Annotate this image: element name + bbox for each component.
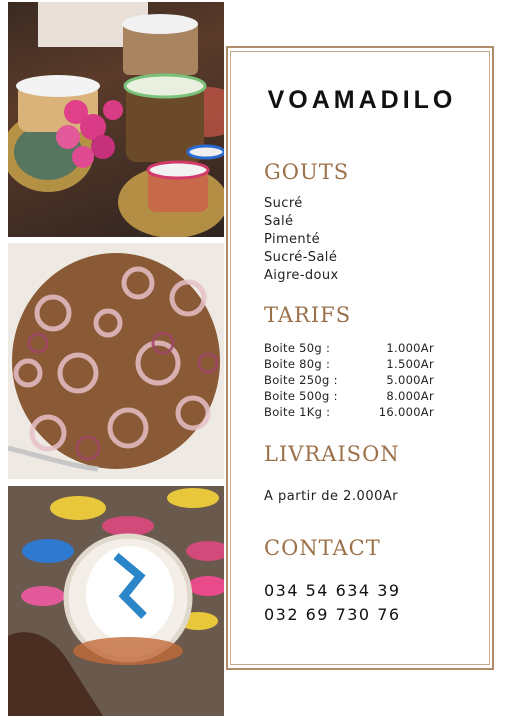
tarif-label: Boite 500g : bbox=[264, 389, 338, 403]
tarif-price: 16.000Ar bbox=[378, 405, 434, 419]
livraison-heading: LIVRAISON bbox=[264, 442, 400, 466]
tarif-row bbox=[264, 356, 434, 372]
tarif-row bbox=[264, 404, 434, 420]
tarif-price: 1.500Ar bbox=[386, 357, 434, 371]
contact-heading: CONTACT bbox=[264, 536, 381, 560]
brand-title: VOAMADILO bbox=[267, 86, 457, 114]
gouts-list bbox=[264, 195, 339, 285]
phone-number: 032 69 730 76 bbox=[264, 605, 401, 624]
gout-item: Salé bbox=[264, 214, 294, 229]
gout-item: Sucré bbox=[264, 196, 303, 211]
gouts-heading: GOUTS bbox=[264, 160, 350, 184]
gout-item: Sucré-Salé bbox=[264, 250, 338, 265]
gout-item: Pimenté bbox=[264, 232, 320, 247]
livraison-text: A partir de 2.000Ar bbox=[264, 489, 399, 504]
tarif-price: 1.000Ar bbox=[386, 341, 434, 355]
tarif-row bbox=[264, 340, 434, 356]
tarif-price: 5.000Ar bbox=[386, 373, 434, 387]
tarif-label: Boite 1Kg : bbox=[264, 405, 331, 419]
tarif-label: Boite 80g : bbox=[264, 357, 331, 371]
contact-phones bbox=[264, 579, 401, 627]
phone-number: 034 54 634 39 bbox=[264, 581, 401, 600]
tarifs-table bbox=[264, 340, 434, 420]
tarif-label: Boite 50g : bbox=[264, 341, 331, 355]
photo-onion-dish bbox=[8, 243, 224, 479]
photo-jars-flowers bbox=[8, 2, 224, 237]
gout-item: Aigre-doux bbox=[264, 268, 339, 283]
tarif-row bbox=[264, 388, 434, 404]
tarif-label: Boite 250g : bbox=[264, 373, 338, 387]
tarif-price: 8.000Ar bbox=[386, 389, 434, 403]
tarif-row bbox=[264, 372, 434, 388]
photo-jar-in-hand bbox=[8, 486, 224, 716]
tarifs-heading: TARIFS bbox=[264, 303, 352, 327]
